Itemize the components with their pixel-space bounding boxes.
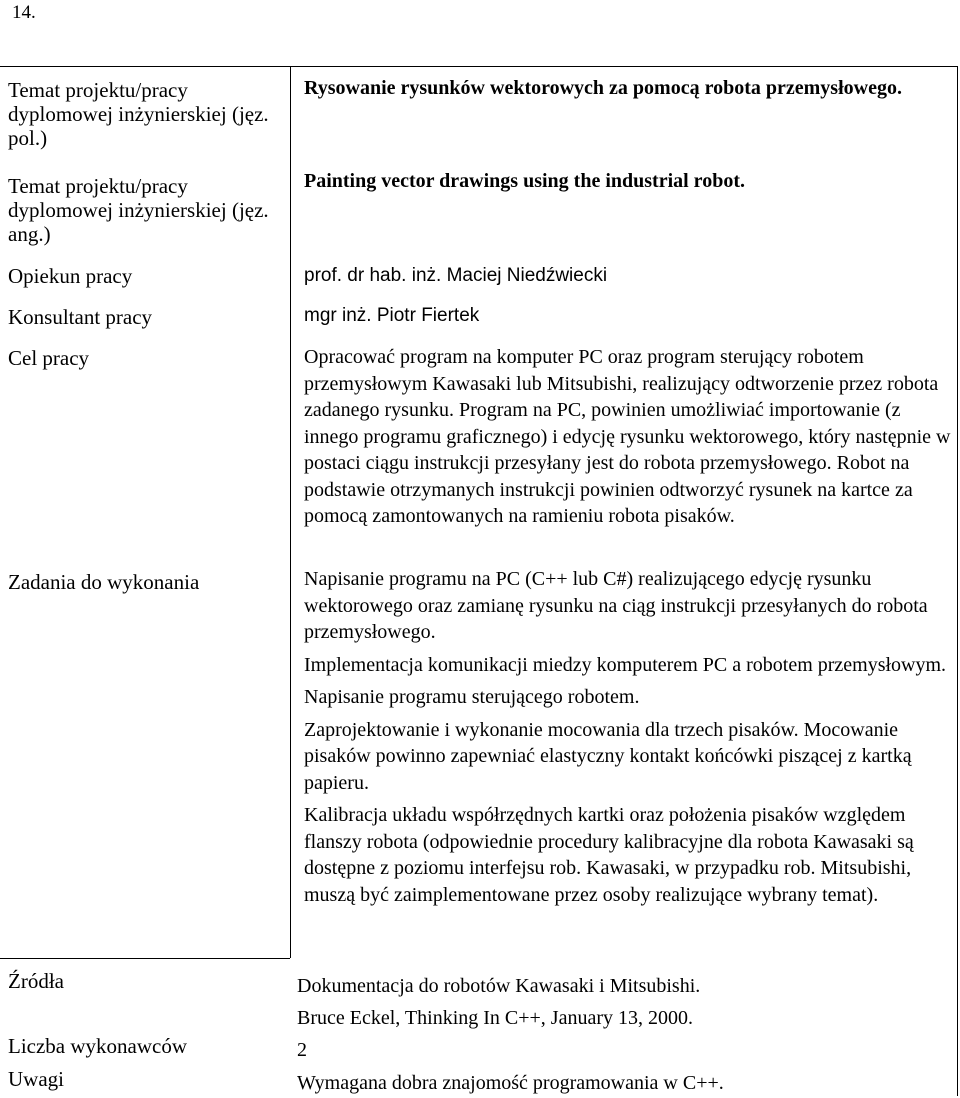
value-consultant: mgr inż. Piotr Fiertek <box>304 305 480 326</box>
value-title-pl: Rysowanie rysunków wektorowych za pomocą robota przemysłowego. <box>304 77 902 99</box>
label-count: Liczba wykonawców <box>8 1034 188 1058</box>
value-tasks <box>304 566 954 914</box>
label-notes: Uwagi <box>8 1067 64 1091</box>
page-number: 14. <box>12 2 36 23</box>
value-supervisor: prof. dr hab. inż. Maciej Niedźwiecki <box>304 265 608 286</box>
row-divider <box>0 958 290 959</box>
task-item: Kalibracja układu współrzędnych kartki oraz położenia pisaków względem flanszy robota (odpowiednie procedury kalibracyjne dla robota Kawasaki są dostępne z poziomu interfejsu rob. Kawasaki, w przypadku rob. Mitsubishi, muszą być zaimplementowane przez osoby realizujące wybrany temat). <box>304 804 914 906</box>
label-sources: Źródła <box>8 969 64 993</box>
value-count: 2 <box>297 1039 307 1061</box>
label-goal: Cel pracy <box>8 346 90 370</box>
label-consultant: Konsultant pracy <box>8 305 153 329</box>
label-supervisor: Opiekun pracy <box>8 264 133 288</box>
label-title-en: Temat projektu/pracy dyplomowej inżynierskiej (jęz. ang.) <box>8 174 269 246</box>
value-title-en: Painting vector drawings using the industrial robot. <box>304 170 745 192</box>
source-item: Dokumentacja do robotów Kawasaki i Mitsubishi. <box>297 975 701 997</box>
value-goal: Opracować program na komputer PC oraz program sterujący robotem przemysłowym Kawasaki lub Mitsubishi, realizujący odtworzenie przez robota zadanego rysunku. Program na PC, powinien umożliwiać importowanie (z innego programu graficznego) i edycję rysunku wektorowego, który następnie w postaci ciągu instrukcji przesyłany jest do robota przemysłowego. Robot na podstawie otrzymanych instrukcji powinien odtworzyć rysunek na kartce za pomocą zamontowanych na ramieniu robota pisaków. <box>304 346 951 527</box>
task-item: Zaprojektowanie i wykonanie mocowania dla trzech pisaków. Mocowanie pisaków powinno zapewniać elastyczny kontakt końcówki piszącej z kartką papieru. <box>304 718 912 794</box>
value-notes: Wymagana dobra znajomość programowania w C++. <box>297 1072 724 1094</box>
label-tasks: Zadania do wykonania <box>8 570 200 594</box>
column-divider <box>290 66 291 958</box>
task-item: Napisanie programu na PC (C++ lub C#) realizującego edycję rysunku wektorowego oraz zamianę rysunku na ciąg instrukcji przesyłanych do robota przemysłowego. <box>304 568 928 643</box>
label-title-pl: Temat projektu/pracy dyplomowej inżynierskiej (jęz. pol.) <box>8 78 269 150</box>
source-item: Bruce Eckel, Thinking In C++, January 13, 2000. <box>297 1007 694 1029</box>
task-item: Napisanie programu sterującego robotem. <box>304 686 640 708</box>
task-item: Implementacja komunikacji miedzy komputerem PC a robotem przemysłowym. <box>304 653 947 676</box>
